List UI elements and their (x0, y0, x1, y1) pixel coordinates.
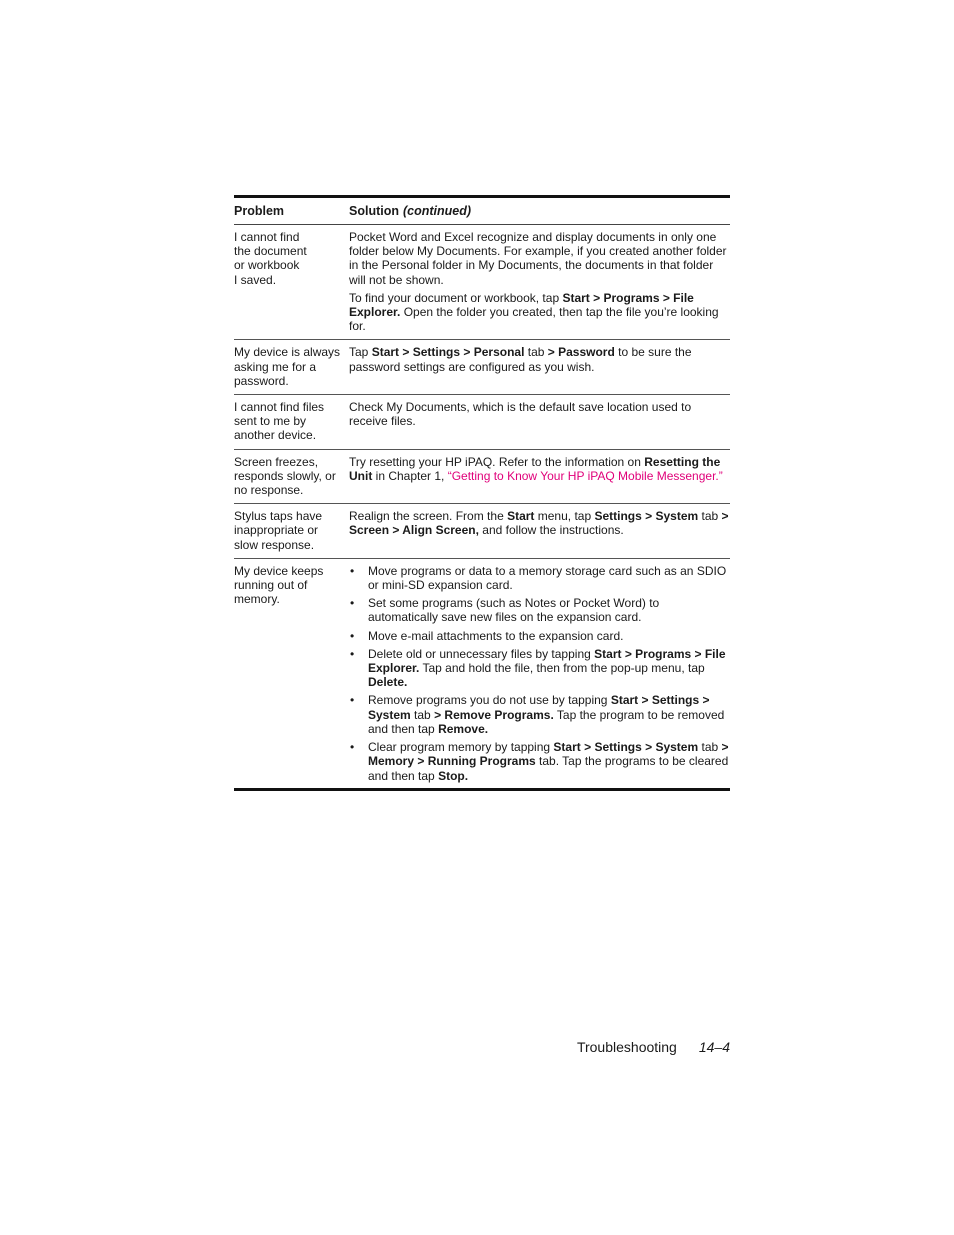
bullet-icon: • (350, 596, 355, 611)
problem-cell: My device is always asking me for a password. (234, 345, 341, 388)
text: To find your document or workbook, tap (349, 290, 563, 305)
menu-path: > Password (547, 345, 615, 360)
list-item (349, 564, 730, 592)
text: Delete old or unnecessary files by tapping (368, 646, 595, 661)
text: Set some programs (such as Notes or Pocket Word) to automatically save new files on the expansion card. (368, 596, 660, 625)
menu-path: Start > Settings > Personal (371, 345, 525, 360)
bullet-list (349, 564, 730, 783)
menu-path: > Memory > Running Programs (368, 740, 729, 769)
solution-cell (349, 509, 730, 552)
problem-cell: Screen freezes, responds slowly, or no response. (234, 454, 336, 498)
text: Remove programs you do not use by tapping (368, 693, 611, 708)
bullet-icon: • (350, 693, 355, 708)
menu-command: Stop. (438, 768, 469, 783)
text: tab (698, 740, 722, 755)
menu-path: Start > Programs > File Explorer. (349, 290, 694, 320)
table-row (234, 340, 730, 395)
chapter-link[interactable]: “Getting to Know Your HP iPAQ Mobile Messenger.” (447, 468, 723, 483)
solution-cell (349, 345, 730, 388)
section-reference: Resetting the Unit (349, 454, 721, 483)
text: tab (698, 509, 722, 524)
solution-paragraph (349, 455, 730, 483)
text: Move programs or data to a memory storage card such as an SDIO or mini-SD expansion card. (368, 563, 727, 593)
menu-command: Remove. (438, 721, 489, 736)
bullet-icon: • (350, 628, 355, 643)
problem-cell: My device keeps running out of memory. (234, 563, 324, 607)
table-row (234, 559, 730, 788)
solution-paragraph (349, 345, 730, 373)
footer-section-title: Troubleshooting (576, 1039, 677, 1055)
bullet-icon: • (350, 563, 355, 578)
problem-cell: Stylus taps have inappropriate or slow response. (234, 509, 323, 552)
solution-cell (349, 455, 730, 498)
solution-paragraph: Check My Documents, which is the default save location used to receive files. (349, 400, 692, 429)
header-problem: Problem (234, 203, 285, 218)
solution-cell (349, 230, 730, 333)
troubleshooting-table (234, 195, 730, 791)
text: Clear program memory by tapping (368, 740, 554, 755)
solution-paragraph (349, 291, 730, 334)
menu-command: Delete. (368, 675, 408, 690)
menu-path: > Screen > Align Screen, (349, 509, 729, 538)
menu-path: > Remove Programs. (434, 707, 554, 722)
menu-path: Start (507, 509, 535, 524)
list-item (349, 629, 730, 643)
solution-cell (349, 400, 730, 443)
table-row (234, 504, 730, 559)
text: tab (524, 345, 548, 360)
bullet-icon: • (350, 646, 355, 661)
table-header-row (234, 198, 730, 225)
menu-path: Start > Settings > System (368, 693, 710, 722)
list-item (349, 596, 730, 624)
text: Tap the program to be removed and then tap (368, 707, 725, 736)
list-item (349, 693, 730, 736)
header-solution (349, 204, 730, 218)
text: Tap (349, 345, 372, 360)
text: Move e-mail attachments to the expansion card. (368, 628, 624, 643)
header-solution-label: Solution (349, 203, 399, 218)
menu-path: Start > Settings > System (553, 740, 699, 755)
text: tab. Tap the programs to be cleared and then tap (368, 754, 729, 783)
bullet-icon: • (350, 740, 355, 755)
list-item (349, 647, 730, 690)
text: to be sure the password settings are configured as you wish. (349, 345, 692, 374)
text: Try resetting your HP iPAQ. Refer to the information on (349, 454, 645, 469)
solution-cell (349, 564, 730, 783)
text: in Chapter 1, (372, 468, 448, 483)
text: Tap and hold the file, then from the pop-up menu, tap (419, 661, 705, 676)
text: tab (410, 707, 435, 722)
menu-path: Start > Programs > File Explorer. (368, 646, 726, 676)
text: Realign the screen. From the (349, 509, 508, 524)
solution-paragraph (349, 509, 730, 537)
menu-path: Settings > System (594, 509, 699, 524)
table-row (234, 225, 730, 340)
page-footer (560, 1039, 730, 1055)
table-row (234, 450, 730, 505)
page-number: 14–4 (698, 1039, 730, 1055)
header-continued: (continued) (403, 203, 472, 218)
text: Open the folder you created, then tap the file you’re looking for. (349, 305, 719, 334)
text: menu, tap (534, 509, 595, 524)
solution-paragraph: Pocket Word and Excel recognize and display documents in only one folder below My Documents. For example, if you created another folder in the Personal folder in My Documents, the documents in that folder will not be shown. (349, 230, 727, 287)
text: and follow the instructions. (478, 523, 624, 538)
problem-cell: I cannot find files sent to me by another device. (234, 400, 325, 443)
problem-cell: I cannot find the document or workbook I saved. (234, 230, 307, 287)
list-item (349, 740, 730, 783)
table-row (234, 395, 730, 450)
